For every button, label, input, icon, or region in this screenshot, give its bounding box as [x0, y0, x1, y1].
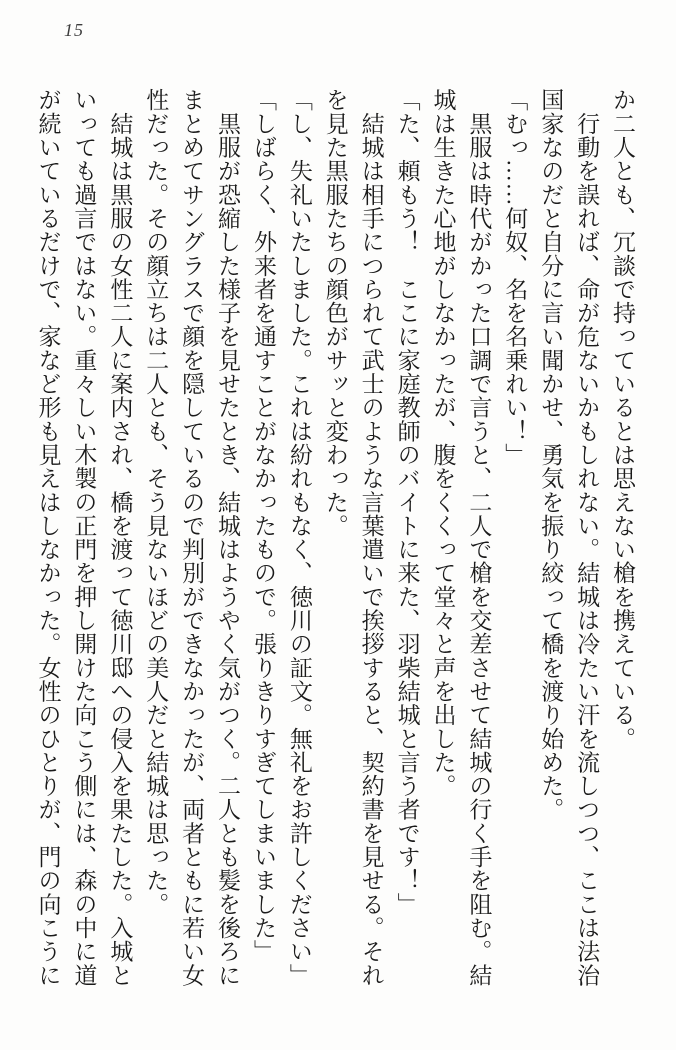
text-column: 「し、失礼いたしました。これは紛れもなく、徳川の証文。無礼をお許しください」: [286, 88, 312, 987]
text-column: 結城は黒服の女性二人に案内され、橋を渡って徳川邸への侵入を果たした。入城と: [107, 88, 133, 987]
text-column: 黒服が恐縮した様子を見せたとき、結城はようやく気がつく。二人とも髪を後ろに: [215, 88, 241, 987]
text-column: 城は生きた心地がしなかったが、腹をくくって堂々と声を出した。: [430, 88, 456, 798]
text-column: 黒服は時代がかった口調で言うと、二人で槍を交差させて結城の行く手を阻む。結: [466, 88, 492, 987]
text-column: 行動を誤れば、命が危ないかもしれない。結城は冷たい汗を流しつつ、ここは法治: [574, 88, 600, 987]
text-column: まとめてサングラスで顔を隠しているので判別ができなかったが、両者ともに若い女: [179, 88, 205, 987]
text-column: か二人とも、冗談で持っているとは思えない槍を携えている。: [610, 88, 635, 751]
text-column: 性だった。その顔立ちは二人とも、そう見ないほどの美人だと結城は思った。: [143, 88, 169, 916]
text-column: が続いているだけで、家など形も見えはしなかった。女性のひとりが、門の向こうに: [35, 88, 61, 987]
text-column: を見た黒服たちの顔色がサッと変わった。: [322, 88, 348, 538]
text-column: いっても過言ではない。重々しい木製の正門を押し開けた向こう側には、森の中に道: [71, 88, 97, 987]
text-column: 「しばらく、外来者を通すことがなかったもので。張りきりすぎてしまいました」: [250, 88, 276, 964]
text-column: 「むっ……何奴、名を名乗れい！」: [502, 88, 528, 467]
vertical-text-block: [30, 88, 640, 998]
text-column: 結城は相手につられて武士のような言葉遣いで挨拶すると、契約書を見せる。それ: [358, 88, 384, 987]
text-column: 「た、頼もう！ ここに家庭教師のバイトに来た、羽柴結城と言う者です！」: [394, 88, 420, 916]
page-number: 15: [64, 20, 84, 40]
text-column: 国家なのだと自分に言い聞かせ、勇気を振り絞って橋を渡り始めた。: [538, 88, 564, 822]
